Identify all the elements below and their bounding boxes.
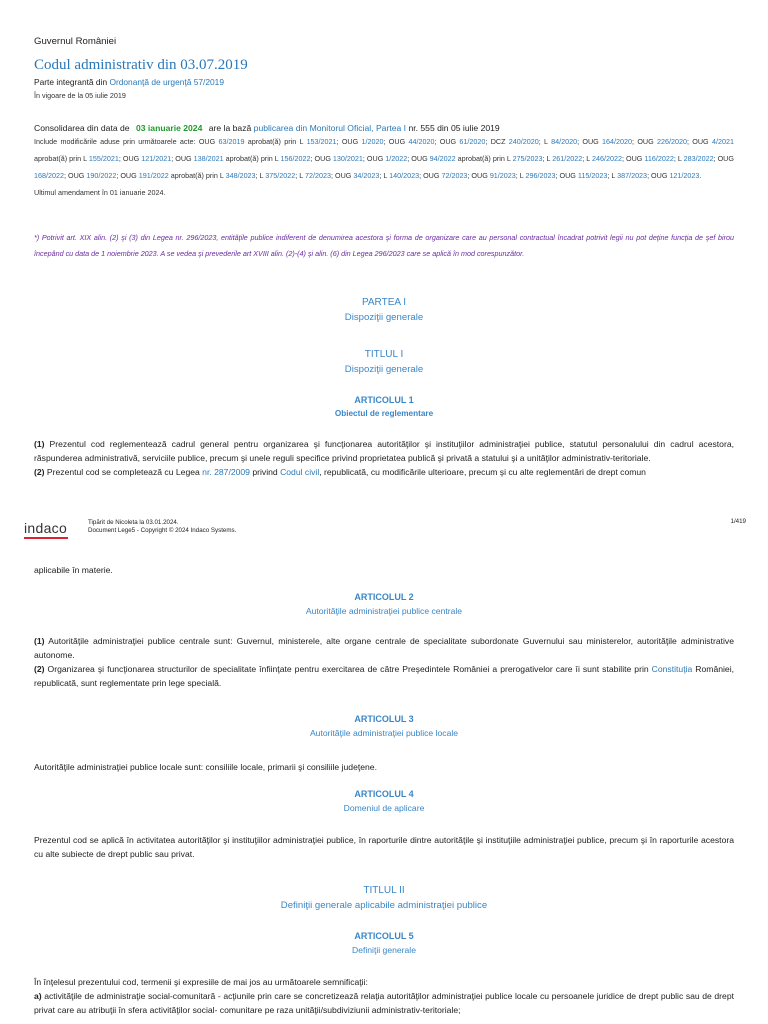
editorial-note: *) Potrivit art. XIX alin. (2) şi (3) din Legea nr. 296/2023, entităţile publice indiferent de denumirea acestora şi forma de organizare care au personal contractual încadrat potrivit legii nu pot deţine funcţia de şef birou începând cu data de 1 noiembrie 2023. A se vedea şi prevederile art XVIII alin. (2)-(4) şi alin. (6) din Legea 296/2023 care se aplică în mod corespunzător.: [34, 233, 734, 258]
amending-act-link[interactable]: 296/2023: [525, 171, 556, 180]
indaco-logo: indaco: [24, 520, 68, 536]
amending-act-link[interactable]: 44/2020: [408, 137, 435, 146]
part-label: PARTEA I: [361, 297, 407, 308]
law-link[interactable]: nr. 287/2009: [202, 467, 250, 477]
document-header: [34, 36, 734, 100]
article-label: ARTICOLUL 5: [354, 931, 414, 941]
amending-act-link[interactable]: 63/2019: [218, 137, 245, 146]
in-force-line: În vigoare de la 05 iulie 2019: [34, 91, 126, 100]
amending-act-link[interactable]: 153/2021: [306, 137, 337, 146]
title-2-heading: [34, 885, 734, 911]
paragraph: În înţelesul prezentului cod, termenii şi expresiile de mai jos au următoarele semnificaţii:: [34, 977, 368, 987]
issuer: Guvernul României: [34, 36, 117, 47]
paragraph: (1) Autorităţile administraţiei publice centrale sunt: Guvernul, ministerele, alte organe centrale de specialitate subordonate Guvernului sau ministerelor, autorităţile administrative autonome.: [34, 636, 734, 660]
last-amendment: Ultimul amendament în 01 ianuarie 2024.: [34, 188, 166, 197]
article-label: ARTICOLUL 2: [354, 592, 414, 602]
amending-act-link[interactable]: 283/2022: [683, 154, 714, 163]
amending-act-link[interactable]: 116/2022: [644, 154, 674, 163]
article-2-heading: [34, 592, 734, 616]
part-heading: [34, 297, 734, 323]
article-subtitle: Obiectul de reglementare: [334, 409, 434, 418]
title-label: TITLUL I: [364, 349, 404, 360]
amending-act-link[interactable]: 1/2020: [361, 137, 384, 146]
amending-act-link[interactable]: 34/2023: [353, 171, 380, 180]
amending-act-link[interactable]: 348/2023: [225, 171, 256, 180]
civil-code-link[interactable]: Codul civil: [280, 467, 320, 477]
article-subtitle: Domeniul de aplicare: [343, 803, 425, 813]
amending-act-link[interactable]: 191/2022: [138, 171, 169, 180]
amending-act-link[interactable]: 61/2020: [459, 137, 486, 146]
amending-act-link[interactable]: 275/2023: [512, 154, 543, 163]
paragraph: (1) Prezentul cod reglementează cadrul general pentru organizarea şi funcţionarea autorităţilor şi instituţiilor administraţiei publice, statutul personalului din cadrul acestora, răspunderea administrativă, serviciile publice, precum şi unele reguli specifice privind proprietatea publică şi privată a statului şi a unităţilor administrativ-teritoriale.: [34, 439, 734, 463]
paragraph: (2) Prezentul cod se completează cu Legea nr. 287/2009 privind Codul civil, republicată, cu modificările ulterioare, precum şi cu alte reglementări de drept comun: [34, 467, 646, 477]
consolidation-line: Consolidarea din data de 03 ianuarie 2024 are la bază publicarea din Monitorul Oficial, Partea I nr. 555 din 05 iulie 2019: [34, 123, 500, 133]
article-4-body: Prezentul cod se aplică în activitatea autorităţilor şi instituţiilor administraţiei publice, în raporturile dintre autorităţile şi instituţiile administraţiei publice, precum şi în raporturile acestora cu alte subiecte de drept public sau privat.: [34, 835, 734, 859]
consolidation-date: 03 ianuarie 2024: [135, 123, 203, 133]
amending-act-link[interactable]: 240/2020: [508, 137, 539, 146]
title-heading: [34, 349, 734, 375]
title-label: TITLUL II: [363, 885, 405, 896]
modifications-list[interactable]: Include modificările aduse prin următoarele acte: OUG 63/2019 aprobat(ă) prin L 153/2021; OUG 1/2020; OUG 44/2020; OUG 61/2020; DCZ 240/2020; L 84/2020; OUG 164/2020; OUG 226/2020; OUG 4/2021 aprobat(ă) prin L 155/2021; OUG 121/2021; OUG 138/2021 aprobat(ă) prin L 156/2022; OUG 130/2021; OUG 1/2022; OUG 94/2022 aprobat(ă) prin L 275/2023; L 261/2022; L 246/2022; OUG 116/2022; L 283/2022; OUG 168/2022; OUG 190/2022; OUG 191/2022 aprobat(ă) prin L 348/2023; L 375/2022; L 72/2023; OUG 34/2023; L 140/2023; OUG 72/2023; OUG 91/2023; L 296/2023; OUG 115/2023; L 387/2023; OUG 121/2023.: [34, 137, 734, 180]
amending-act-link[interactable]: 1/2022: [385, 154, 408, 163]
consolidation-block: [34, 123, 734, 201]
article-2-body: [34, 634, 734, 690]
amending-act-link[interactable]: 138/2021: [193, 154, 224, 163]
logo-underline: [24, 537, 68, 539]
amending-act-link[interactable]: 387/2023: [617, 171, 648, 180]
part-line: Parte integrantă din Ordonanţă de urgenţă 57/2019: [34, 77, 224, 87]
continued-text: aplicabile în materie.: [34, 565, 113, 575]
title-subtitle: Dispoziţii generale: [344, 364, 424, 375]
amending-act-link[interactable]: 121/2023: [669, 171, 700, 180]
amending-act-link[interactable]: 121/2021: [141, 154, 172, 163]
article-subtitle: Definiţii generale: [351, 945, 416, 955]
amending-act-link[interactable]: 4/2021: [711, 137, 734, 146]
article-5-body: [34, 975, 734, 1017]
article-label: ARTICOLUL 1: [354, 395, 414, 405]
amending-act-link[interactable]: 91/2023: [489, 171, 516, 180]
article-label: ARTICOLUL 4: [354, 789, 414, 799]
part-subtitle: Dispoziţii generale: [344, 312, 424, 323]
article-4-heading: [34, 789, 734, 813]
article-subtitle: Autorităţile administraţiei publice centrale: [305, 606, 463, 616]
ordonanta-link[interactable]: Ordonanţă de urgenţă 57/2019: [109, 77, 224, 87]
print-info: Tipărit de Nicoleta la 03.01.2024. Document Lege5 - Copyright © 2024 Indaco Systems.: [88, 519, 237, 534]
amending-act-link[interactable]: 156/2022: [280, 154, 311, 163]
paragraph: (2) Organizarea şi funcţionarea structurilor de specialitate înfiinţate pentru exercitarea de către Preşedintele României a prerogativelor care îi sunt stabilite prin Constituţia României, republicată, sunt reglementate prin lege specială.: [34, 664, 734, 688]
article-1-heading: [34, 395, 734, 418]
article-1-body: [34, 437, 734, 479]
amending-act-link[interactable]: 140/2023: [389, 171, 420, 180]
amending-act-link[interactable]: 164/2020: [602, 137, 633, 146]
amending-act-link[interactable]: 115/2023: [577, 171, 608, 180]
monitorul-oficial-link[interactable]: publicarea din Monitorul Oficial, Partea I: [253, 123, 407, 133]
amending-act-link[interactable]: 226/2020: [657, 137, 687, 146]
page-footer: [24, 514, 746, 544]
title-subtitle: Definiţii generale aplicabile administraţiei publice: [280, 900, 488, 911]
amending-act-link[interactable]: 168/2022: [34, 171, 64, 180]
amending-act-link[interactable]: 155/2021: [88, 154, 119, 163]
amending-act-link[interactable]: 190/2022: [86, 171, 117, 180]
article-subtitle: Autorităţile administraţiei publice locale: [309, 728, 459, 738]
article-3-body: Autorităţile administraţiei publice locale sunt: consiliile locale, primarii şi consiliile judeţene.: [34, 762, 377, 772]
amending-act-link[interactable]: 375/2022: [265, 171, 296, 180]
definition-a: a) activităţile de administraţie social-comunitară - acţiunile prin care se concretizează relaţia autorităţilor administraţiei publice locale cu persoanele juridice de drept public sau de drept privat care au atribuţii în sfera activităţilor social- comunitare pe raza unităţii/subdiviziunii administrativ-teritoriale;: [34, 991, 734, 1015]
amending-act-link[interactable]: 72/2023: [305, 171, 331, 180]
article-5-heading: [34, 931, 734, 955]
amending-act-link[interactable]: 261/2022: [552, 154, 583, 163]
constitution-link[interactable]: Constituţia: [651, 664, 693, 674]
amending-act-link[interactable]: 94/2022: [429, 154, 456, 163]
article-3-heading: [34, 714, 734, 738]
amending-act-link[interactable]: 72/2023: [441, 171, 468, 180]
amending-act-link[interactable]: 84/2020: [551, 137, 578, 146]
page-number: 1/419: [730, 518, 746, 525]
article-label: ARTICOLUL 3: [354, 714, 414, 724]
amending-act-link[interactable]: 246/2022: [592, 154, 623, 163]
amending-act-link[interactable]: 130/2021: [332, 154, 363, 163]
document-title: Codul administrativ din 03.07.2019: [34, 57, 248, 73]
